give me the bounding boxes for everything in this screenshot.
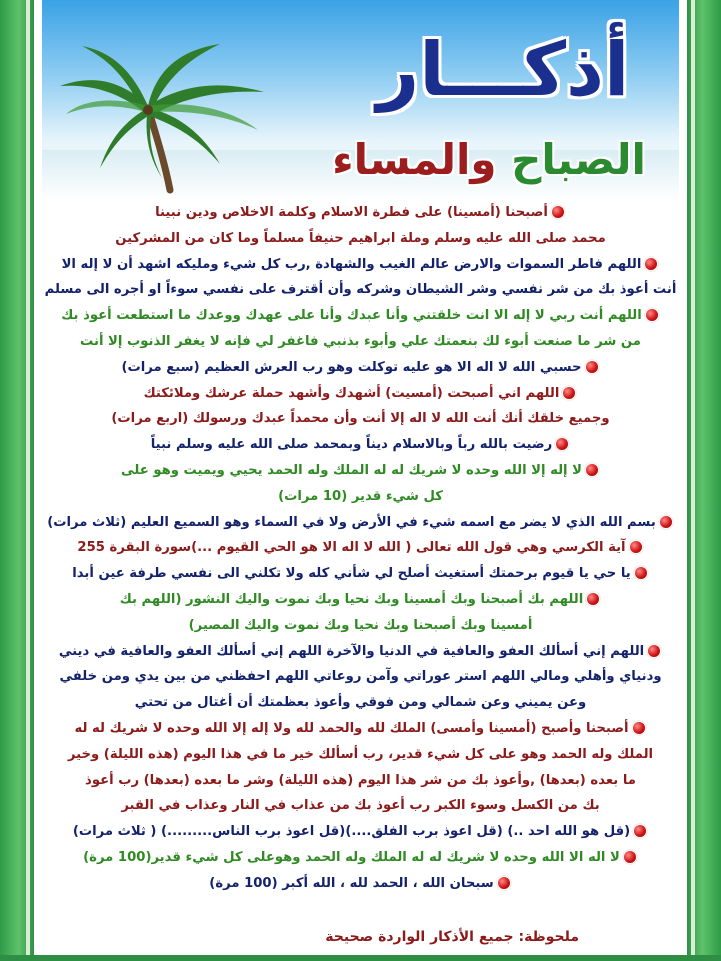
- bullet-icon: [646, 309, 658, 321]
- dhikr-line: محمد صلى الله عليه وسلم وملة ابراهيم حنيفاً مسلماً وما كان من المشركين: [115, 230, 606, 246]
- left-green-border: [0, 0, 34, 961]
- adhkar-text-block: [44, 200, 677, 897]
- bullet-icon: [630, 541, 642, 553]
- bullet-icon: [563, 387, 575, 399]
- dhikr-line: حسبي الله لا اله الا هو عليه توكلت وهو رب العرش العظيم (سبع مرات): [44, 355, 677, 381]
- bullet-icon: [635, 567, 647, 579]
- bullet-icon: [498, 877, 510, 889]
- title-evening: والمساء: [332, 135, 497, 184]
- dhikr-line: ما بعده (بعدها) ,وأعوذ بك من شر هذا اليوم (هذه الليلة) وشر ما بعده (بعدها) رب أعوذ: [85, 772, 636, 788]
- dhikr-line: لا اله الا الله وحده لا شريك له له الملك وله الحمد وهوعلى كل شيء قدير(100 مرة): [44, 845, 677, 871]
- dhikr-line: رضيت بالله رباً وبالاسلام ديناً وبمحمد صلى الله عليه وسلم نبياً: [44, 432, 677, 458]
- dhikr-line: بك من الكسل وسوء الكبر رب أعوذ بك من عذاب في النار وعذاب في القبر: [121, 798, 600, 814]
- dhikr-line: بسم الله الذي لا يضر مع اسمه شيء في الأرض ولا في السماء وهو السميع العليم (ثلاث مرات): [44, 510, 677, 536]
- bullet-icon: [586, 361, 598, 373]
- header-beach-image: [42, 0, 679, 200]
- title-adhkar: أذكـــار: [376, 27, 630, 113]
- title-morning: الصباح: [511, 135, 646, 184]
- adhkar-card: [42, 0, 679, 955]
- dhikr-line: أنت أعوذ بك من شر نفسي وشر الشيطان وشركه وأن أقترف على نفسي سوءاً او أجره الى مسلم: [44, 282, 677, 298]
- dhikr-line: كل شيء قدير (10 مرات): [278, 488, 443, 504]
- dhikr-line: لا إله إلا الله وحده لا شريك له له الملك وله الحمد يحيي ويميت وهو على: [44, 458, 677, 484]
- bottom-green-border: [0, 955, 721, 961]
- dhikr-line: ودنياي وأهلي ومالي اللهم استر عوراتي وآمن روعاتي اللهم احفظني من بين يدي ومن خلفي: [59, 669, 662, 685]
- dhikr-line: أصبحنا وأصبح (أمسينا وأمسى) الملك لله والحمد لله ولا إله إلا الله وحده لا شريك له له: [44, 716, 677, 742]
- bullet-icon: [624, 851, 636, 863]
- dhikr-line: وجميع خلقك أنك أنت الله لا اله إلا أنت وأن محمداً عبدك ورسولك (اربع مرات): [111, 411, 610, 427]
- dhikr-line: اللهم فاطر السموات والارض عالم الغيب والشهادة ,رب كل شيء ومليكه اشهد أن لا إله الا: [44, 252, 677, 278]
- dhikr-line: أمسينا وبك أصبحنا وبك نحيا وبك نموت واليك المصير): [188, 617, 533, 633]
- dhikr-line: آية الكرسي وهي قول الله تعالى ( الله لا اله الا هو الحي القيوم ...)سورة البقرة 255: [44, 535, 677, 561]
- dhikr-line: اللهم أنت ربي لا إله الا انت خلقتني وأنا عبدك وأنا على عهدك ووعدك ما استطعت أعوذ بك: [44, 303, 677, 329]
- title-morning-evening: [329, 130, 649, 190]
- dhikr-line: من شر ما صنعت أبوء لك بنعمتك علي وأبوء بذنبي فاغفر لي فإنه لا يغفر الذنوب إلا أنت: [80, 333, 641, 349]
- bullet-icon: [556, 438, 568, 450]
- bullet-icon: [634, 825, 646, 837]
- right-green-border: [687, 0, 721, 961]
- bullet-icon: [633, 722, 645, 734]
- dhikr-line: سبحان الله ، الحمد لله ، الله أكبر (100 مرة): [44, 871, 677, 897]
- bullet-icon: [645, 258, 657, 270]
- bullet-icon: [587, 593, 599, 605]
- bullet-icon: [552, 206, 564, 218]
- dhikr-line: اللهم اني أصبحت (أمسيت) أشهدك وأشهد حملة عرشك وملائكتك: [44, 381, 677, 407]
- footnote: ملحوظة: جميع الأذكار الواردة صحيحة: [325, 929, 579, 945]
- dhikr-line: الملك وله الحمد وهو على كل شيء قدير، رب أسألك خير ما في هذا اليوم (هذه الليلة) وخير: [67, 746, 654, 762]
- bullet-icon: [586, 464, 598, 476]
- dhikr-line: يا حي يا قيوم برحمتك أستغيث أصلح لي شأني كله ولا تكلني الى نفسي طرفة عين أبدا: [44, 561, 677, 587]
- palm-tree-image: [52, 40, 282, 200]
- bullet-icon: [648, 645, 660, 657]
- dhikr-line: (قل هو الله احد ..) (قل اعوذ برب الفلق....)(قل اعوذ برب الناس.........) ( ثلاث مرات): [44, 819, 677, 845]
- dhikr-line: وعن يميني وعن شمالي ومن فوقي وأعوذ بعظمتك أن أغتال من تحتي: [134, 695, 587, 711]
- dhikr-line: اللهم إني أسألك العفو والعافية في الدنيا والآخرة اللهم إني أسألك العفو والعافية في ديني: [44, 639, 677, 665]
- dhikr-line: اللهم بك أصبحنا وبك أمسينا وبك نحيا وبك نموت واليك النشور (اللهم بك: [44, 587, 677, 613]
- bullet-icon: [660, 516, 672, 528]
- dhikr-line: أصبحنا (أمسينا) على فطرة الاسلام وكلمة الاخلاص ودين نبينا: [44, 200, 677, 226]
